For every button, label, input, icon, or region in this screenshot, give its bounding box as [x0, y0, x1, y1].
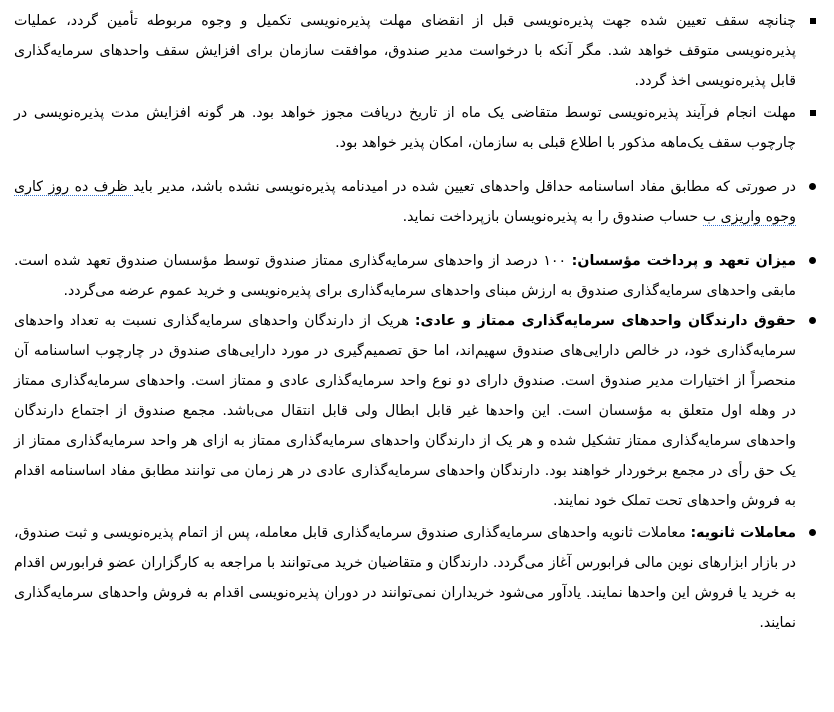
item-heading: حقوق دارندگان واحدهای سرمایه‌گذاری ممتاز و عادی: [414, 313, 797, 329]
item-text: هریک از دارندگان واحدهای سرمایه‌گذاری نسبت به تعداد واحدهای سرمایه‌گذاری خود، در خالص دارایی‌های صندوق سهیم‌اند، اما حق تصمیم‌گیری در مورد دارایی‌های صندوق در چارچوب اساسنامه آن منحصراً از اختیارات مدیر صندوق است. صندوق دارای دو نوع واحد سرمایه‌گذاری عادی و ممتاز است. واحدهای سرمایه‌گذاری ممتاز در وهله اول متعلق به مؤسسان است. این واحدها غیر قابل ابطال ولی قابل انتقال می‌باشد. مجمع صندوق از اجتماع دارندگان واحدهای سرمایه‌گذاری ممتاز تشکیل شده و هر یک از دارندگان واحدهای سرمایه‌گذاری ممتاز به ازای هر واحد سرمایه‌گذاری ممتاز از یک حق رأی در مجمع برخوردار خواهند بود. دارندگان واحدهای سرمایه‌گذاری عادی در هر زمان می توانند مطابق مفاد اساسنامه اقدام به فروش واحدهای تحت تملک خود نمایند. [14, 313, 796, 509]
list-item [14, 518, 818, 638]
item-heading: معاملات ثانویه: [690, 525, 796, 541]
item-text: حساب صندوق را به پذیره‌نویسان بازپرداخت نماید. [402, 209, 703, 225]
item-text: در صورتی که مطابق مفاد اساسنامه حداقل واحدهای تعیین شده در امیدنامه پذیره‌نویسی نشده باشد، مدیر باید [133, 179, 796, 195]
list-item [14, 172, 818, 232]
document-body [14, 6, 818, 638]
underlined-text: ظرف ده روز کاری وجوه واریزی ب [14, 179, 796, 225]
list-item [14, 6, 818, 96]
item-heading: میزان تعهد و پرداخت مؤسسان: [571, 253, 796, 269]
bullet-icon [810, 110, 816, 116]
bullet-icon [810, 18, 816, 24]
bullet-icon [809, 183, 816, 190]
item-text: مهلت انجام فرآیند پذیره‌نویسی توسط متقاضی یک ماه از تاریخ دریافت مجوز خواهد بود. هر گونه افزایش مدت پذیره‌نویسی در چارچوب سقف یک‌ماهه مذکور با اطلاع قبلی به سازمان، امکان پذیر خواهد بود. [14, 105, 796, 151]
bullet-icon [809, 529, 816, 536]
bullet-icon [809, 317, 816, 324]
item-text: ۱۰۰ درصد از واحدهای سرمایه‌گذاری ممتاز صندوق توسط مؤسسان صندوق تعهد شده است. مابقی واحدهای سرمایه‌گذاری صندوق به ارزش مبنای واحدهای سرمایه‌گذاری برای پذیره‌نویسی و خرید عموم عرضه می‌گردد. [14, 253, 796, 299]
list-item [14, 246, 818, 306]
list-item [14, 306, 818, 516]
list-item [14, 98, 818, 158]
item-text: چنانچه سقف تعیین شده جهت پذیره‌نویسی قبل از انقضای مهلت پذیره‌نویسی تکمیل و وجوه مربوطه تأمین گردد، عملیات پذیره‌نویسی متوقف خواهد شد. مگر آنکه با درخواست مدیر صندوق، موافقت سازمان برای افزایش سقف واحدهای سرمایه‌گذاری قابل پذیره‌نویسی اخذ گردد. [14, 13, 796, 89]
item-text: معاملات ثانویه واحدهای سرمایه‌گذاری صندوق سرمایه‌گذاری قابل معامله، پس از اتمام پذیره‌نویسی و ثبت صندوق، در بازار ابزارهای نوین مالی فرابورس آغاز می‌گردد. دارندگان و متقاضیان خرید می‌توانند با مراجعه به کارگزاران عضو فرابورس اقدام به خرید یا فروش این واحدها نمایند. یادآور می‌شود خریداران نمی‌توانند در دوران پذیره‌نویسی اقدام به فروش واحدهای سرمایه‌گذاری نمایند. [14, 525, 796, 631]
bullet-icon [809, 257, 816, 264]
